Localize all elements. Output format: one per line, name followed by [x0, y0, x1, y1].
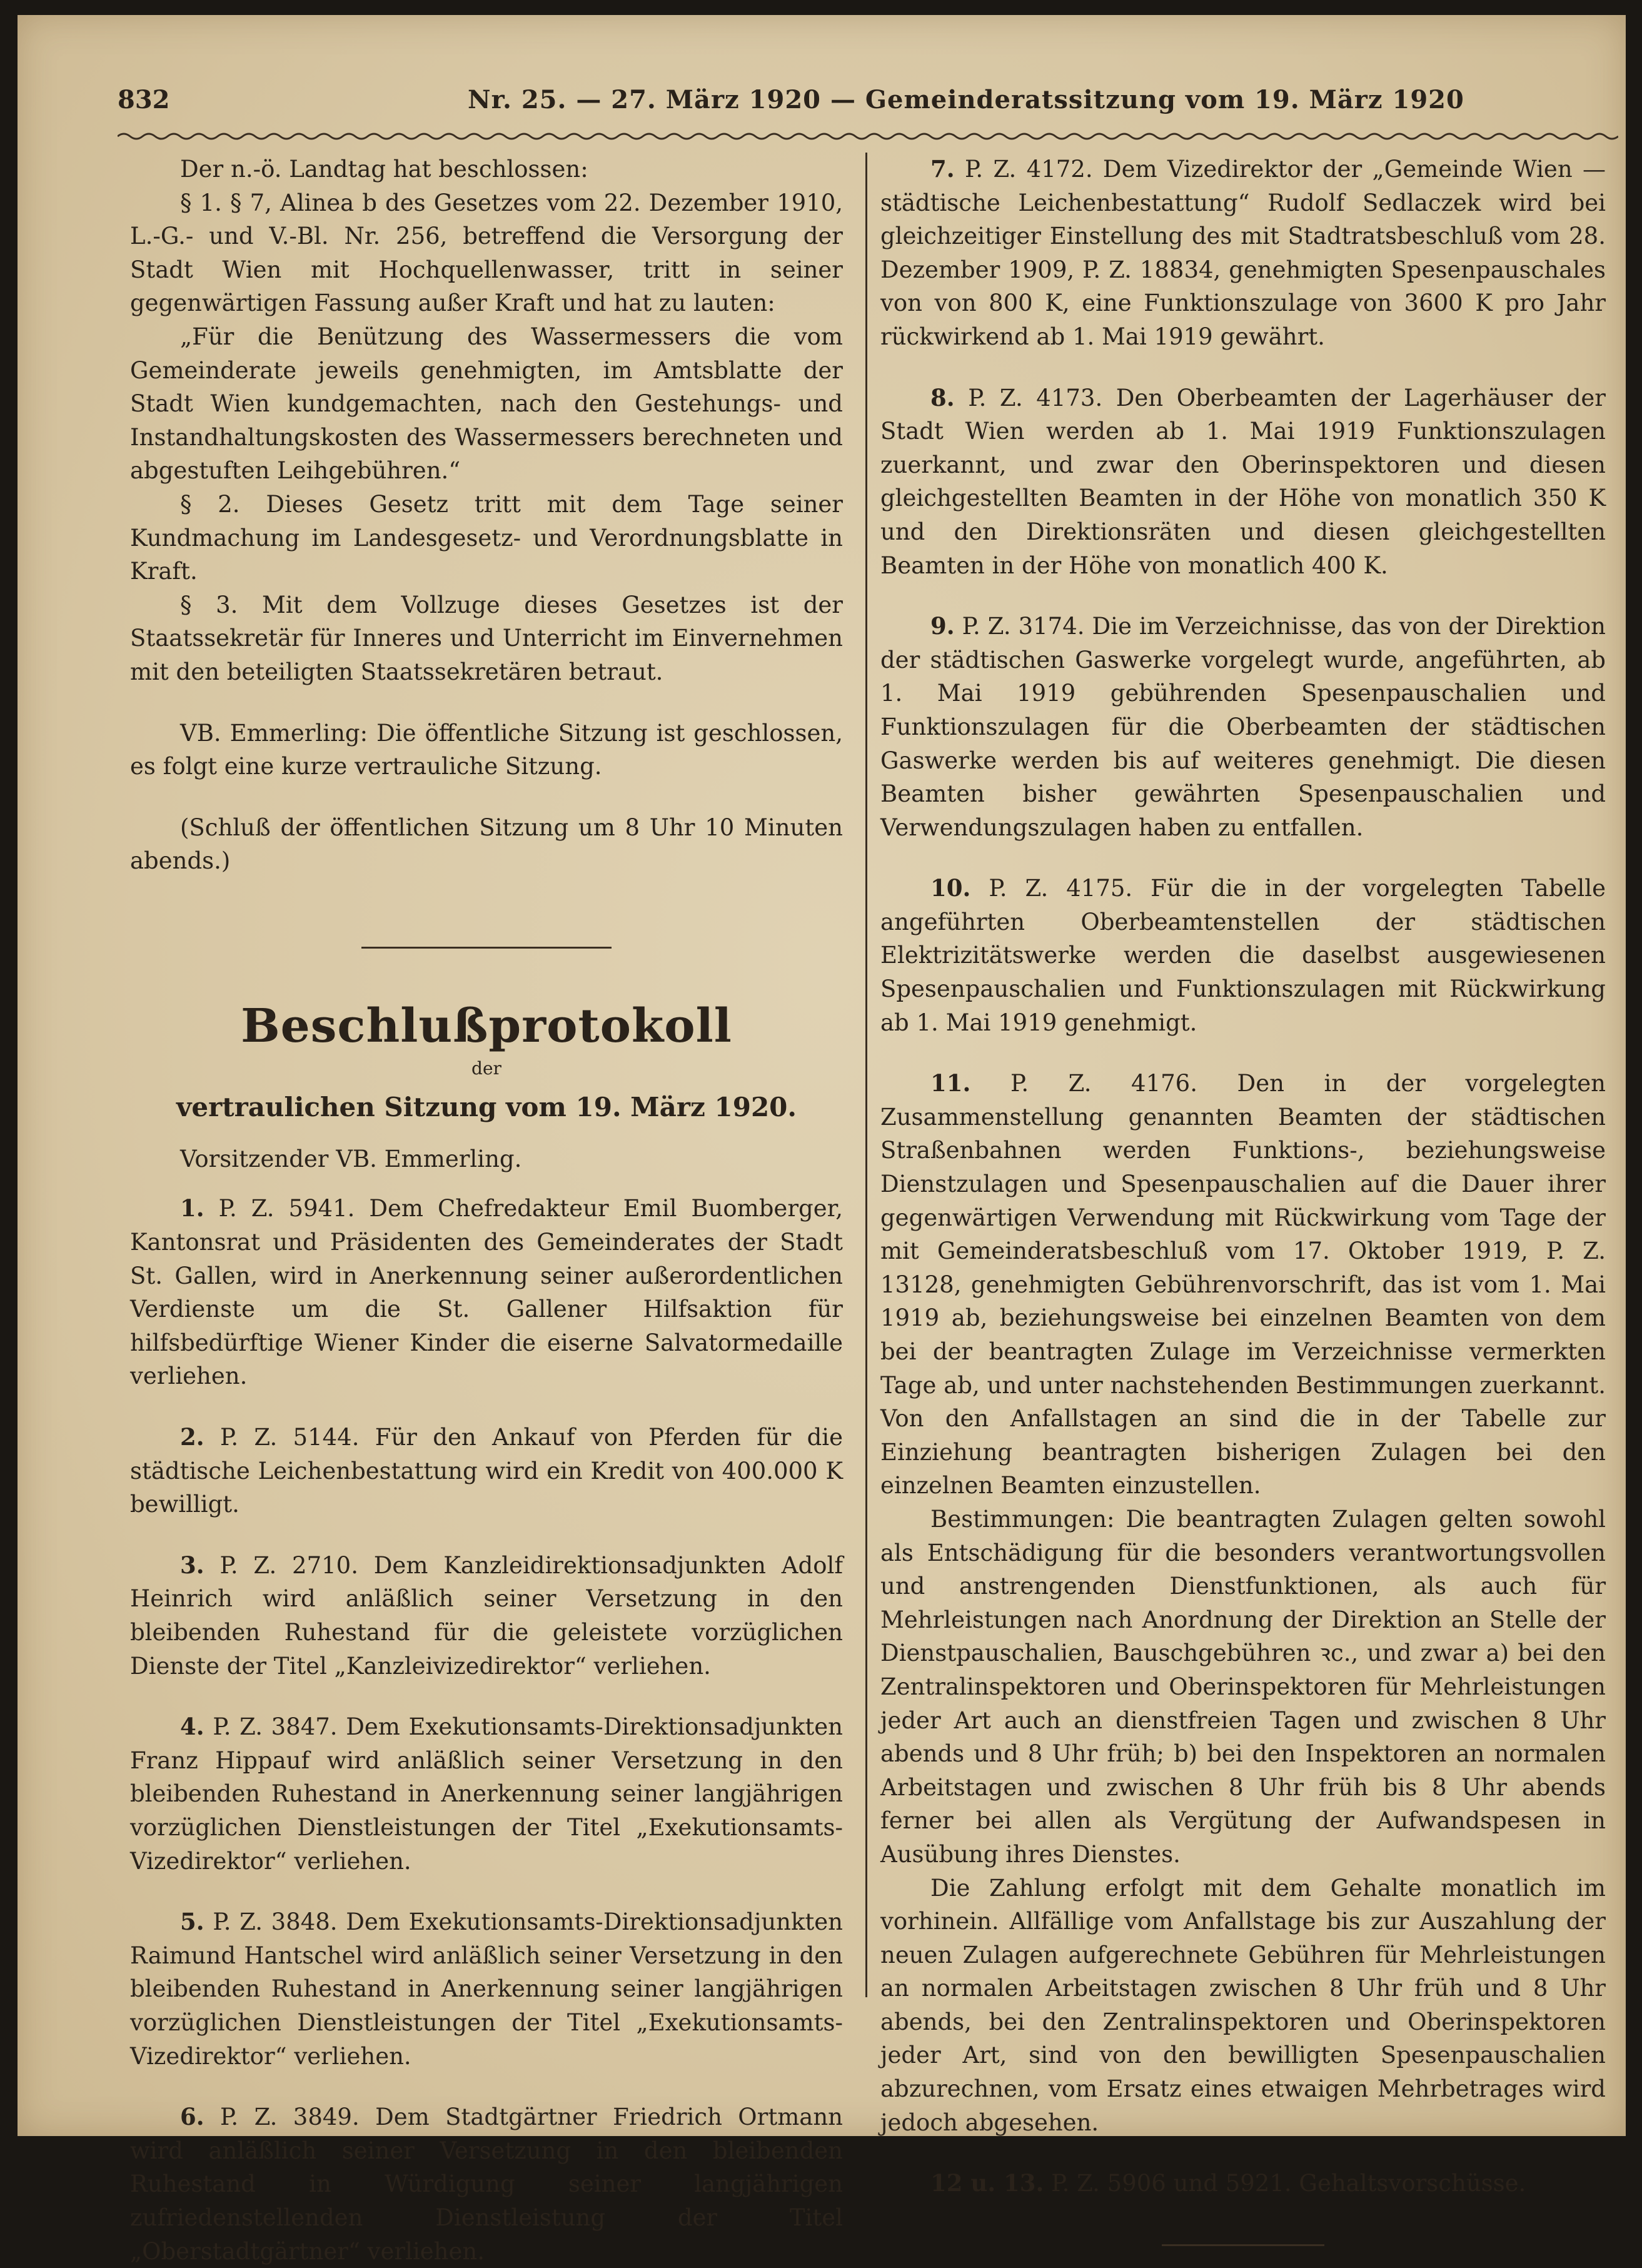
left-column: [130, 153, 843, 2268]
right-column: [880, 153, 1606, 2246]
item-number: 5.: [180, 1908, 204, 1936]
item-number: 4.: [180, 1713, 204, 1741]
protocol-title: Beschlußprotokoll: [241, 999, 732, 1053]
item-text: P. Z. 3849. Dem Stadtgärtner Friedrich Ortmann wird anläßlich seiner Versetzung in den bleibenden Ruhestand in Würdigung seiner langjährigen zufriedenstellenden Dienstleistung der Titel „Oberstadtgärtner“ verliehen.: [130, 2104, 843, 2265]
paragraph: § 1. § 7, Alinea b des Gesetzes vom 22. Dezember 1910, L.-G.- und V.-Bl. Nr. 256, betreffend die Versorgung der Stadt Wien mit Hochquellenwasser, tritt in seiner gegenwärtigen Fassung außer Kraft und hat zu lauten:: [130, 189, 843, 317]
protocol-subtitle: vertraulichen Sitzung vom 19. März 1920.: [176, 1091, 797, 1122]
resolution-item: [880, 381, 1606, 583]
resolution-item: [880, 153, 1606, 354]
paragraph: Der n.-ö. Landtag hat beschlossen:: [180, 156, 588, 183]
item-text: P. Z. 4172. Dem Vizedirektor der „Gemeinde Wien — städtische Leichenbestattung“ Rudolf Sedlaczek wird bei gleichzeitiger Einstellung des mit Stadtratsbeschluß vom 28. Dezember 1909, P. Z. 18834, genehmigten Spesenpauschales von von 800 K, eine Funktionszulage von 3600 K pro Jahr rückwirkend ab 1. Mai 1919 gewährt.: [880, 156, 1606, 350]
item-text: P. Z. 3174. Die im Verzeichnisse, das von der Direktion der städtischen Gaswerke vorgelegt wurde, angeführten, ab 1. Mai 1919 gebührenden Spesenpauschalien und Funktionszulagen für die Oberbeamten der städtischen Gaswerke werden bis auf weiteres genehmigt. Die diesen Beamten bisher gewährten Spesenpauschalien und Verwendungszulagen haben zu entfallen.: [880, 613, 1606, 841]
item-number: 2.: [180, 1423, 204, 1451]
paragraph: Bestimmungen: Die beantragten Zulagen gelten sowohl als Entschädigung für die besonders verantwortungsvollen und anstrengenden Dienstfunktionen, als auch für Mehrleistungen nach Anordnung der Direktion an Stelle der Dienstpauschalien, Bauschgebühren ꝛc., und zwar a) bei den Zentralinspektoren und Oberinspektoren für Mehrleistungen jeder Art auch an dienstfreien Tagen und zwischen 8 Uhr abends und 8 Uhr früh; b) bei den Inspektoren an normalen Arbeitstagen und zwischen 8 Uhr früh bis 8 Uhr abends ferner bei allen als Vergütung der Aufwandspesen in Ausübung ihres Dienstes.: [880, 1505, 1606, 1868]
item-text: P. Z. 4175. Für die in der vorgelegten Tabelle angeführten Oberbeamtenstellen der städtischen Elektrizitätswerke werden die daselbst ausgewiesenen Spesenpauschalien und Funktionszulagen mit Rückwirkung ab 1. Mai 1919 genehmigt.: [880, 875, 1606, 1036]
resolution-item: [880, 872, 1606, 1039]
resolution-item: [130, 1192, 843, 1393]
resolution-item: [880, 2167, 1606, 2200]
item-text: P. Z. 5144. Für den Ankauf von Pferden für die städtische Leichenbestattung wird ein Kredit von 400.000 K bewilligt.: [130, 1424, 843, 1518]
item-text: P. Z. 3847. Dem Exekutionsamts-Direktionsadjunkten Franz Hippauf wird anläßlich seiner Versetzung in den bleibenden Ruhestand in Anerkennung seiner langjährigen vorzüglichen Dienstleistungen der Titel „Exekutionsamts-Vizedirektor“ verliehen.: [130, 1713, 844, 1875]
resolution-item: [130, 1421, 843, 1521]
column-divider: [865, 153, 867, 1997]
end-rule: [1162, 2244, 1324, 2246]
item-number: 6.: [180, 2103, 204, 2131]
item-number: 8.: [930, 383, 955, 411]
item-text: P. Z. 5941. Dem Chefredakteur Emil Buomberger, Kantonsrat und Präsidenten des Gemeinderates der Stadt St. Gallen, wird in Anerkennung seiner außerordentlichen Verdienste um die St. Gallener Hilfsaktion für hilfsbedürftige Wiener Kinder die eiserne Salvatormedaille verliehen.: [130, 1195, 843, 1390]
chair-line: Vorsitzender VB. Emmerling.: [180, 1145, 522, 1172]
item-number: 3.: [180, 1551, 204, 1579]
item-number: 12 u. 13.: [930, 2169, 1044, 2197]
resolution-item: [880, 1067, 1606, 1503]
page-number: 832: [118, 85, 170, 114]
running-head: Nr. 25. — 27. März 1920 — Gemeinderatssitzung vom 19. März 1920: [468, 85, 1464, 114]
header-wavy-rule: [118, 130, 1618, 143]
item-number: 1.: [180, 1194, 204, 1222]
protocol-der: der: [471, 1057, 501, 1079]
resolution-item: [130, 1905, 843, 2073]
paragraph: „Für die Benützung des Wassermessers die vom Gemeinderate jeweils genehmigten, im Amtsblatte der Stadt Wien kundgemachten, nach den Gestehungs- und Instandhaltungskosten des Wassermessers berechneten und abgestuften Leihgebühren.“: [130, 323, 843, 485]
page-header: [118, 85, 1618, 129]
resolution-item: [130, 2100, 843, 2268]
item-number: 7.: [930, 155, 955, 183]
item-text: P. Z. 4173. Den Oberbeamten der Lagerhäuser der Stadt Wien werden ab 1. Mai 1919 Funktionszulagen zuerkannt, und zwar den Oberinspektoren und diesen gleichgestellten Beamten in der Höhe von monatlich 350 K und den Direktionsräten und diesen gleichgestellten Beamten in der Höhe von monatlich 400 K.: [880, 384, 1606, 579]
section-separator: [361, 947, 612, 949]
resolution-item: [130, 1710, 843, 1878]
item-text: P. Z. 4176. Den in der vorgelegten Zusammenstellung genannten Beamten der städtischen Straßenbahnen werden Funktions-, beziehungsweise Dienstzulagen und Spesenpauschalien auf die Dauer ihrer gegenwärtigen Verwendung mit Rückwirkung vom Tage der mit Gemeinderatsbeschluß vom 17. Oktober 1919, P. Z. 13128, genehmigten Gebührenvorschrift, das ist vom 1. Mai 1919 ab, beziehungsweise bei einzelnen Beamten von dem bei der beantragten Zulage im Verzeichnisse vermerkten Tage ab, und unter nachstehenden Bestimmungen zuerkannt. Von den Anfallstagen an sind die in der Tabelle zur Einziehung beantragten bisherigen Zulagen bei den einzelnen Beamten einzustellen.: [880, 1070, 1606, 1499]
item-number: 9.: [930, 612, 955, 640]
paragraph: (Schluß der öffentlichen Sitzung um 8 Uhr 10 Minuten abends.): [130, 814, 843, 875]
paragraph: Die Zahlung erfolgt mit dem Gehalte monatlich im vorhinein. Allfällige vom Anfallstage bis zur Auszahlung der neuen Zulagen aufgerechnete Gebühren für Mehrleistungen an normalen Arbeitstagen zwischen 8 Uhr früh und 8 Uhr abends, bei den Zentralinspektoren und Oberinspektoren jeder Art, sind von den bewilligten Spesenpauschalien abzurechnen, vom Ersatz eines etwaigen Mehrbetrages wird jedoch abgesehen.: [880, 1874, 1606, 2136]
item-text: P. Z. 3848. Dem Exekutionsamts-Direktionsadjunkten Raimund Hantschel wird anläßlich seiner Versetzung in den bleibenden Ruhestand in Anerkennung seiner langjährigen vorzüglichen Dienstleistungen der Titel „Exekutionsamts-Vizedirektor“ verliehen.: [130, 1908, 844, 2070]
paragraph: § 2. Dieses Gesetz tritt mit dem Tage seiner Kundmachung im Landesgesetz- und Verordnungsblatte in Kraft.: [130, 490, 843, 585]
resolution-item: [130, 1549, 843, 1683]
item-text: P. Z. 5906 und 5921. Gehaltsvorschüsse.: [1051, 2170, 1526, 2197]
resolution-item: [880, 610, 1606, 844]
item-text: P. Z. 2710. Dem Kanzleidirektionsadjunkten Adolf Heinrich wird anläßlich seiner Versetzung in den bleibenden Ruhestand für die geleistete vorzüglichen Dienste der Titel „Kanzleivizedirektor“ verliehen.: [130, 1551, 844, 1680]
item-number: 11.: [930, 1069, 971, 1097]
newspaper-page: [18, 15, 1626, 2265]
paragraph: § 3. Mit dem Vollzuge dieses Gesetzes ist der Staatssekretär für Inneres und Unterricht im Einvernehmen mit den beteiligten Staatssekretären betraut.: [130, 591, 843, 685]
item-number: 10.: [930, 874, 971, 902]
paragraph: VB. Emmerling: Die öffentliche Sitzung ist geschlossen, es folgt eine kurze vertrauliche Sitzung.: [130, 719, 843, 780]
